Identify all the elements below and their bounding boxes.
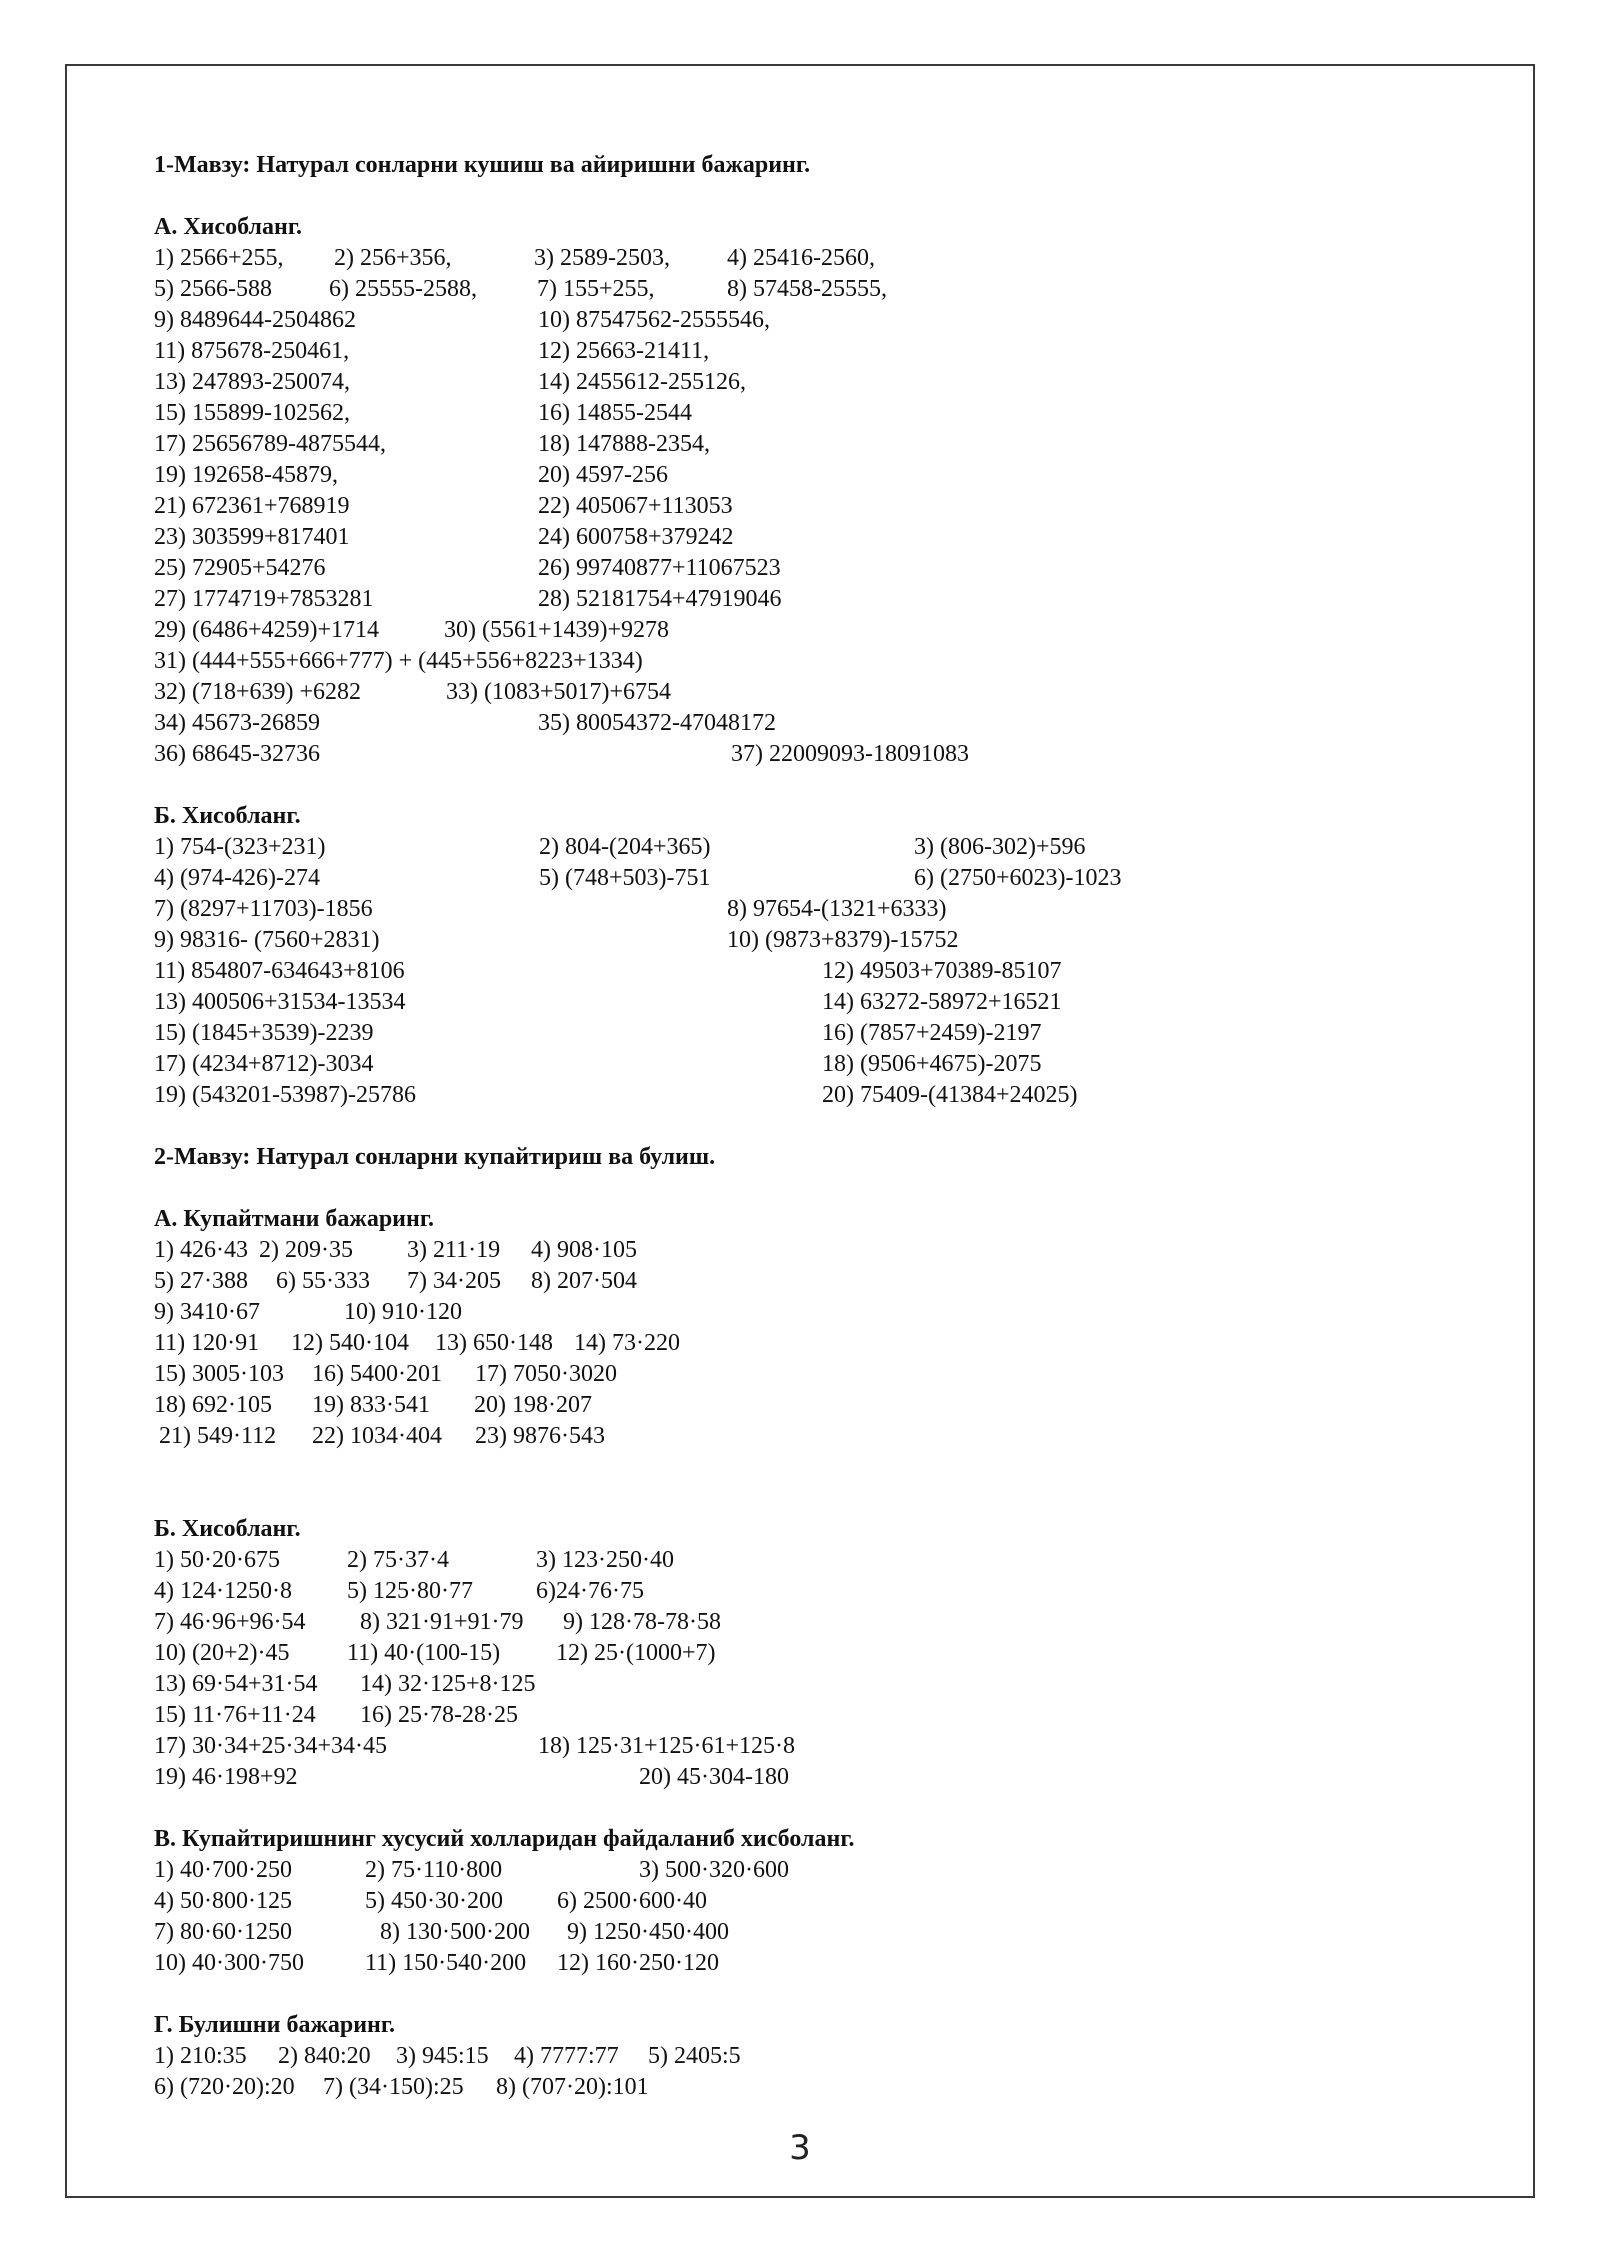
- section-2a-heading: А. Купайтмани бажаринг.: [154, 1206, 435, 1232]
- exercise-row: [154, 1669, 1454, 1700]
- exercise-item: 23) 9876·543: [475, 1423, 605, 1449]
- exercise-item: 20) 45·304-180: [639, 1764, 789, 1790]
- exercise-row: [154, 398, 1454, 429]
- exercise-item: 4) 908·105: [531, 1237, 637, 1263]
- exercise-item: 6) (2750+6023)-1023: [914, 865, 1122, 891]
- exercise-item: 4) 7777:77: [514, 2043, 619, 2069]
- exercise-item: 21) 549·112: [159, 1423, 277, 1449]
- exercise-item: 27) 1774719+7853281: [154, 586, 374, 612]
- worksheet-content: [154, 150, 1454, 2103]
- exercise-item: 9) 98316- (7560+2831): [154, 927, 380, 953]
- exercise-item: 5) 125·80·77: [347, 1578, 473, 1604]
- exercise-item: 30) (5561+1439)+9278: [444, 617, 670, 643]
- exercise-item: 8) 130·500·200: [380, 1919, 530, 1945]
- exercise-item: 2) 804-(204+365): [539, 834, 711, 860]
- exercise-item: 17) 7050·3020: [475, 1361, 617, 1387]
- exercise-item: 31) (444+555+666+777) + (445+556+8223+1334): [154, 648, 643, 674]
- exercise-row: [154, 1886, 1454, 1917]
- exercise-row: [154, 1762, 1454, 1793]
- exercise-item: 4) 25416-2560,: [727, 245, 875, 271]
- exercise-item: 14) 73·220: [574, 1330, 680, 1356]
- exercise-item: 11) 854807-634643+8106: [154, 958, 405, 984]
- exercise-row: [154, 1607, 1454, 1638]
- exercise-item: 12) 49503+70389-85107: [822, 958, 1062, 984]
- exercise-row: [154, 1638, 1454, 1669]
- exercise-item: 1) 2566+255,: [154, 245, 284, 271]
- exercise-item: 22) 1034·404: [312, 1423, 442, 1449]
- section-2b-heading: Б. Хисобланг.: [154, 1516, 301, 1542]
- exercise-item: 28) 52181754+47919046: [538, 586, 782, 612]
- exercise-item: 19) 46·198+92: [154, 1764, 298, 1790]
- exercise-row: [154, 243, 1454, 274]
- section-1b-heading: Б. Хисобланг.: [154, 803, 301, 829]
- exercise-row: [154, 1080, 1454, 1111]
- exercise-item: 9) 128·78-78·58: [563, 1609, 721, 1635]
- exercise-item: 4) (974-426)-274: [154, 865, 320, 891]
- exercise-item: 5) 450·30·200: [365, 1888, 503, 1914]
- exercise-item: 10) 87547562-2555546,: [538, 307, 770, 333]
- exercise-item: 1) 426·43: [154, 1237, 248, 1263]
- exercise-item: 16) (7857+2459)-2197: [822, 1020, 1042, 1046]
- exercise-item: 8) 57458-25555,: [727, 276, 887, 302]
- exercise-row: [154, 1390, 1454, 1421]
- exercise-item: 14) 63272-58972+16521: [822, 989, 1062, 1015]
- exercise-item: 10) (20+2)·45: [154, 1640, 290, 1666]
- exercise-item: 7) (34·150):25: [323, 2074, 464, 2100]
- exercise-item: 3) 211·19: [407, 1237, 501, 1263]
- exercise-row: [154, 460, 1454, 491]
- exercise-item: 20) 198·207: [474, 1392, 592, 1418]
- exercise-item: 9) 8489644-2504862: [154, 307, 356, 333]
- exercise-item: 11) 875678-250461,: [154, 338, 350, 364]
- exercise-item: 19) 192658-45879,: [154, 462, 338, 488]
- exercise-row: [154, 646, 1454, 677]
- exercise-item: 6) 55·333: [276, 1268, 370, 1294]
- exercise-item: 17) 30·34+25·34+34·45: [154, 1733, 388, 1759]
- exercise-item: 13) 247893-250074,: [154, 369, 350, 395]
- exercise-item: 9) 1250·450·400: [567, 1919, 729, 1945]
- exercise-row: [154, 336, 1454, 367]
- exercise-item: 10) 40·300·750: [154, 1950, 304, 1976]
- exercise-row: [154, 522, 1454, 553]
- exercise-item: 1) 50·20·675: [154, 1547, 280, 1573]
- exercise-row: [154, 956, 1454, 987]
- exercise-item: 11) 120·91: [154, 1330, 260, 1356]
- section-2b-exercises: [154, 1545, 1454, 1793]
- exercise-item: 18) 692·105: [154, 1392, 272, 1418]
- exercise-row: [154, 615, 1454, 646]
- exercise-item: 3) 123·250·40: [536, 1547, 674, 1573]
- exercise-item: 5) (748+503)-751: [539, 865, 711, 891]
- exercise-item: 3) (806-302)+596: [914, 834, 1086, 860]
- exercise-row: [154, 1855, 1454, 1886]
- exercise-row: [154, 1049, 1454, 1080]
- exercise-row: [154, 863, 1454, 894]
- exercise-item: 15) 11·76+11·24: [154, 1702, 316, 1728]
- exercise-item: 16) 25·78-28·25: [360, 1702, 518, 1728]
- exercise-item: 6) 25555-2588,: [329, 276, 477, 302]
- exercise-item: 2) 75·110·800: [365, 1857, 503, 1883]
- exercise-row: [154, 1328, 1454, 1359]
- exercise-item: 17) (4234+8712)-3034: [154, 1051, 374, 1077]
- exercise-item: 3) 500·320·600: [639, 1857, 789, 1883]
- exercise-row: [154, 584, 1454, 615]
- exercise-item: 26) 99740877+11067523: [538, 555, 781, 581]
- exercise-item: 7) 80·60·1250: [154, 1919, 292, 1945]
- exercise-item: 17) 25656789-4875544,: [154, 431, 386, 457]
- exercise-item: 14) 2455612-255126,: [538, 369, 746, 395]
- exercise-item: 13) 69·54+31·54: [154, 1671, 318, 1697]
- exercise-item: 16) 5400·201: [312, 1361, 442, 1387]
- page-number: 3: [789, 2128, 811, 2168]
- exercise-row: [154, 987, 1454, 1018]
- exercise-item: 10) (9873+8379)-15752: [727, 927, 959, 953]
- exercise-item: 7) 46·96+96·54: [154, 1609, 306, 1635]
- exercise-item: 6) (720·20):20: [154, 2074, 295, 2100]
- section-1b-exercises: [154, 832, 1454, 1111]
- exercise-item: 18) (9506+4675)-2075: [822, 1051, 1042, 1077]
- exercise-item: 3) 945:15: [396, 2043, 489, 2069]
- exercise-item: 8) 207·504: [531, 1268, 637, 1294]
- exercise-item: 9) 3410·67: [154, 1299, 260, 1325]
- exercise-item: 33) (1083+5017)+6754: [446, 679, 672, 705]
- exercise-item: 20) 75409-(41384+24025): [822, 1082, 1078, 1108]
- exercise-item: 4) 124·1250·8: [154, 1578, 292, 1604]
- exercise-item: 12) 540·104: [291, 1330, 409, 1356]
- exercise-item: 1) 40·700·250: [154, 1857, 292, 1883]
- exercise-item: 4) 50·800·125: [154, 1888, 292, 1914]
- exercise-item: 35) 80054372-47048172: [538, 710, 776, 736]
- exercise-row: [154, 1545, 1454, 1576]
- exercise-row: [154, 1917, 1454, 1948]
- exercise-item: 18) 147888-2354,: [538, 431, 710, 457]
- exercise-item: 18) 125·31+125·61+125·8: [538, 1733, 796, 1759]
- section-1a-heading: А. Хисобланг.: [154, 214, 303, 240]
- topic-2-title: 2-Мавзу: Натурал сонларни купайтириш ва булиш.: [154, 1144, 716, 1170]
- exercise-item: 16) 14855-2544: [538, 400, 692, 426]
- section-2a-exercises: [154, 1235, 1454, 1452]
- exercise-row: [154, 367, 1454, 398]
- exercise-item: 25) 72905+54276: [154, 555, 326, 581]
- exercise-row: [154, 1297, 1454, 1328]
- exercise-row: [154, 1266, 1454, 1297]
- exercise-item: 2) 75·37·4: [347, 1547, 449, 1573]
- exercise-item: 21) 672361+768919: [154, 493, 350, 519]
- exercise-item: 22) 405067+113053: [538, 493, 733, 519]
- exercise-item: 23) 303599+817401: [154, 524, 350, 550]
- exercise-item: 34) 45673-26859: [154, 710, 320, 736]
- exercise-row: [154, 677, 1454, 708]
- exercise-item: 2) 209·35: [259, 1237, 353, 1263]
- exercise-item: 13) 650·148: [435, 1330, 553, 1356]
- exercise-item: 10) 910·120: [344, 1299, 462, 1325]
- exercise-item: 12) 160·250·120: [557, 1950, 719, 1976]
- exercise-item: 1) 210:35: [154, 2043, 247, 2069]
- exercise-item: 15) (1845+3539)-2239: [154, 1020, 374, 1046]
- exercise-item: 32) (718+639) +6282: [154, 679, 362, 705]
- exercise-item: 3) 2589-2503,: [534, 245, 670, 271]
- exercise-item: 8) 321·91+91·79: [360, 1609, 524, 1635]
- section-2v-heading: В. Купайтиришнинг хусусий холларидан файдаланиб хисболанг.: [154, 1826, 855, 1852]
- exercise-row: [154, 274, 1454, 305]
- exercise-item: 2) 840:20: [278, 2043, 371, 2069]
- exercise-row: [154, 1576, 1454, 1607]
- exercise-row: [154, 429, 1454, 460]
- exercise-item: 36) 68645-32736: [154, 741, 320, 767]
- exercise-item: 19) (543201-53987)-25786: [154, 1082, 416, 1108]
- exercise-row: [154, 1359, 1454, 1390]
- exercise-item: 14) 32·125+8·125: [360, 1671, 536, 1697]
- section-1a-exercises: [154, 243, 1454, 770]
- exercise-item: 12) 25·(1000+7): [556, 1640, 716, 1666]
- exercise-item: 5) 2405:5: [648, 2043, 741, 2069]
- exercise-item: 7) 155+255,: [537, 276, 655, 302]
- exercise-item: 5) 2566-588: [154, 276, 272, 302]
- exercise-item: 6) 2500·600·40: [557, 1888, 707, 1914]
- exercise-item: 15) 155899-102562,: [154, 400, 350, 426]
- exercise-item: 24) 600758+379242: [538, 524, 734, 550]
- exercise-row: [154, 553, 1454, 584]
- exercise-row: [154, 1948, 1454, 1979]
- exercise-item: 7) 34·205: [407, 1268, 501, 1294]
- exercise-row: [154, 1700, 1454, 1731]
- exercise-row: [154, 1235, 1454, 1266]
- exercise-row: [154, 2072, 1454, 2103]
- exercise-item: 7) (8297+11703)-1856: [154, 896, 373, 922]
- exercise-row: [154, 305, 1454, 336]
- exercise-row: [154, 2041, 1454, 2072]
- exercise-row: [154, 925, 1454, 956]
- exercise-row: [154, 1421, 1454, 1452]
- exercise-item: 19) 833·541: [312, 1392, 430, 1418]
- section-2v-exercises: [154, 1855, 1454, 1979]
- exercise-item: 6)24·76·75: [536, 1578, 644, 1604]
- exercise-row: [154, 1018, 1454, 1049]
- exercise-item: 20) 4597-256: [538, 462, 668, 488]
- exercise-row: [154, 894, 1454, 925]
- exercise-row: [154, 1731, 1454, 1762]
- exercise-row: [154, 832, 1454, 863]
- topic-1-title: 1-Мавзу: Натурал сонларни кушиш ва айиришни бажаринг.: [154, 152, 811, 178]
- section-2g-exercises: [154, 2041, 1454, 2103]
- exercise-item: 12) 25663-21411,: [538, 338, 710, 364]
- exercise-row: [154, 491, 1454, 522]
- exercise-item: 5) 27·388: [154, 1268, 248, 1294]
- exercise-row: [154, 708, 1454, 739]
- exercise-item: 13) 400506+31534-13534: [154, 989, 406, 1015]
- exercise-item: 37) 22009093-18091083: [731, 741, 969, 767]
- exercise-item: 8) (707·20):101: [496, 2074, 649, 2100]
- exercise-item: 11) 40·(100-15): [347, 1640, 501, 1666]
- exercise-item: 8) 97654-(1321+6333): [727, 896, 947, 922]
- exercise-item: 29) (6486+4259)+1714: [154, 617, 380, 643]
- exercise-item: 1) 754-(323+231): [154, 834, 326, 860]
- exercise-item: 11) 150·540·200: [365, 1950, 527, 1976]
- section-2g-heading: Г. Булишни бажаринг.: [154, 2012, 396, 2038]
- exercise-row: [154, 739, 1454, 770]
- exercise-item: 15) 3005·103: [154, 1361, 284, 1387]
- exercise-item: 2) 256+356,: [334, 245, 452, 271]
